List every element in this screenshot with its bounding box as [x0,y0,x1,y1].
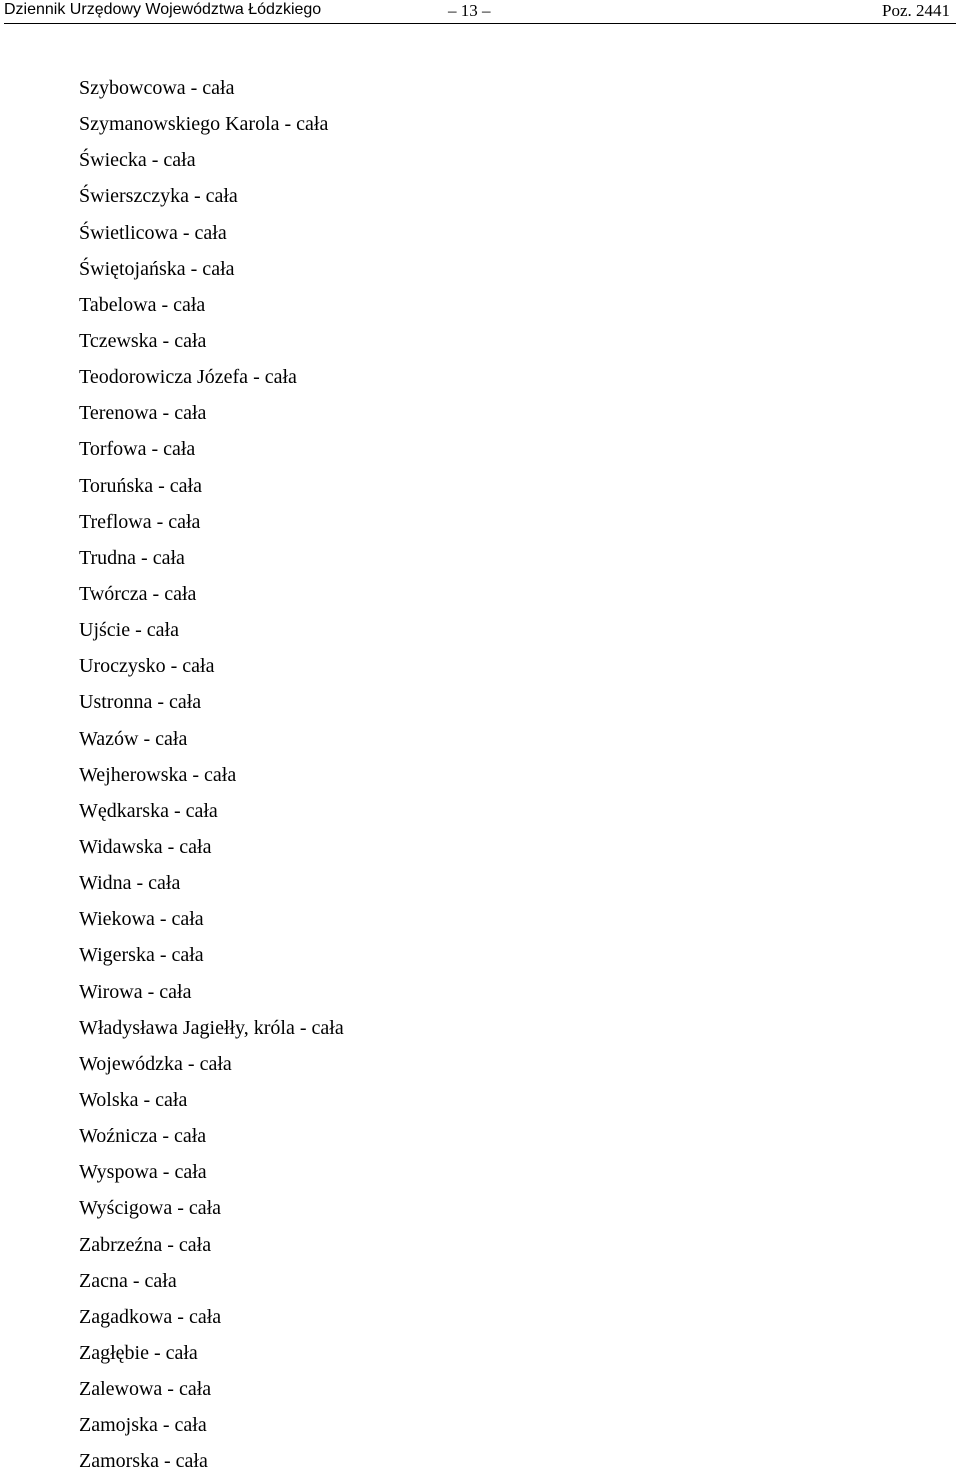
list-item: Tabelowa - cała [79,293,206,316]
list-item: Teodorowicza Józefa - cała [79,366,297,389]
list-item: Ustronna - cała [79,691,202,714]
list-item: Wirowa - cała [79,980,192,1003]
list-item: Zacna - cała [79,1269,177,1292]
list-item: Szymanowskiego Karola - cała [79,113,329,136]
list-item: Woźnicza - cała [79,1125,207,1148]
list-item: Ujście - cała [79,619,179,642]
list-item: Świecka - cała [79,149,196,172]
street-list [79,70,344,1479]
list-item: Wolska - cała [79,1088,188,1111]
list-item: Władysława Jagiełły, króla - cała [79,1016,344,1039]
list-item: Wigerska - cała [79,944,204,967]
list-item: Zamorska - cała [79,1450,208,1473]
list-item: Torfowa - cała [79,438,196,461]
list-item: Wyścigowa - cała [79,1197,222,1220]
list-item: Widna - cała [79,872,181,895]
list-item: Szybowcowa - cała [79,77,235,99]
list-item: Świetlicowa - cała [79,221,227,244]
list-item: Terenowa - cała [79,402,207,425]
list-item: Widawska - cała [79,835,212,858]
position-number: Poz. 2441 [882,1,950,20]
list-item: Wojewódzka - cała [79,1052,232,1075]
list-item: Zabrzeźna - cała [79,1233,212,1256]
list-item: Zamojska - cała [79,1414,207,1437]
page-header [0,0,960,24]
list-item: Toruńska - cała [79,474,202,497]
list-item: Wędkarska - cała [79,799,218,822]
header-divider [4,23,956,24]
list-item: Zalewowa - cała [79,1378,212,1401]
journal-title: Dziennik Urzędowy Województwa Łódzkiego [4,1,322,18]
list-item: Twórcza - cała [79,582,197,605]
list-item: Wejherowska - cała [79,763,237,786]
list-item: Wiekowa - cała [79,908,204,931]
list-item: Uroczysko - cała [79,655,215,678]
list-item: Wazów - cała [79,727,188,750]
list-item: Trudna - cała [79,546,185,569]
list-item: Świerszczyka - cała [79,185,238,208]
list-item: Tczewska - cała [79,329,207,352]
list-item: Zagłębie - cała [79,1341,198,1364]
page-number: – 13 – [448,1,491,20]
list-item: Treflowa - cała [79,510,201,533]
list-item: Zagadkowa - cała [79,1305,222,1328]
list-item: Świętojańska - cała [79,257,235,280]
list-item: Wyspowa - cała [79,1161,207,1184]
